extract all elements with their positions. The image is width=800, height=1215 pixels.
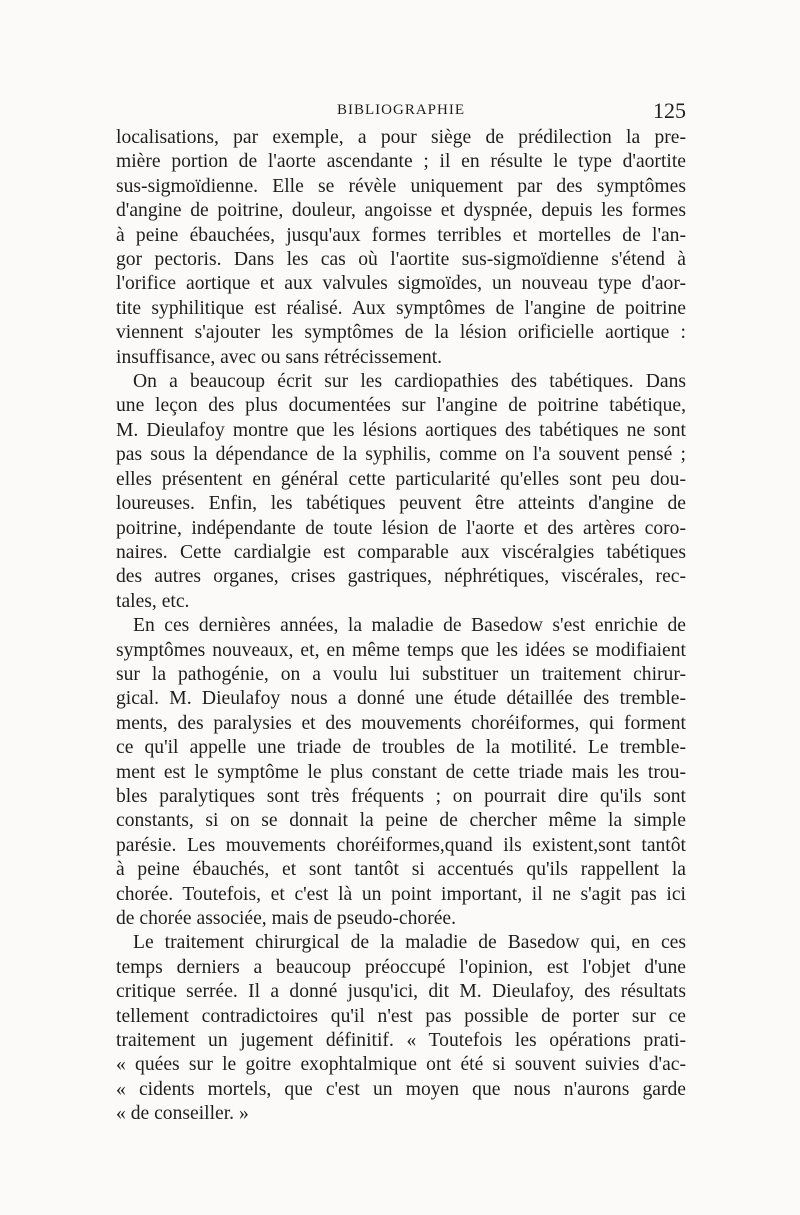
text-line: symptômes nouveaux, et, en même temps que les idées se modifiaient [116, 639, 686, 661]
paragraph [116, 614, 686, 931]
text-line: des autres organes, crises gastriques, néphrétiques, viscérales, rec- [116, 566, 686, 588]
text-line: poitrine, indépendante de toute lésion de l'aorte et des artères coro- [116, 517, 686, 539]
text-line: On a beaucoup écrit sur les cardiopathies des tabétiques. Dans [133, 371, 686, 393]
text-line: pas sous la dépendance de la syphilis, comme on l'a souvent pensé ; [116, 444, 686, 466]
text-line: « de conseiller. » [116, 1103, 249, 1125]
text-line: localisations, par exemple, a pour siège de prédilection la pre- [116, 127, 686, 148]
paragraph [116, 931, 686, 1126]
text-line: de chorée associée, mais de pseudo-chorée. [116, 908, 457, 929]
text-line: une leçon des plus documentées sur l'angine de poitrine tabétique, [116, 395, 686, 417]
text-line: insuffisance, avec ou sans rétrécissement. [116, 346, 443, 368]
text-line: temps derniers a beaucoup préoccupé l'opinion, est l'objet d'une [116, 956, 686, 978]
text-line: En ces dernières années, la maladie de Basedow s'est enrichie de [133, 615, 686, 637]
text-line: sur la pathogénie, on a voulu lui substituer un traitement chirur- [116, 663, 686, 685]
paragraph [116, 370, 686, 614]
text-line: « cidents mortels, que c'est un moyen que nous n'aurons garde [116, 1078, 686, 1100]
text-line: à peine ébauchées, jusqu'aux formes terribles et mortelles de l'an- [116, 224, 686, 246]
text-line: bles paralytiques sont très fréquents ; on pourrait dire qu'ils sont [116, 785, 686, 807]
text-line: l'orifice aortique et aux valvules sigmoïdes, un nouveau type d'aor- [116, 273, 686, 295]
text-line: viennent s'ajouter les symptômes de la lésion orificielle aortique : [116, 322, 686, 344]
text-line: M. Dieulafoy montre que les lésions aortiques des tabétiques ne sont [116, 419, 686, 441]
text-line: sus-sigmoïdienne. Elle se révèle uniquement par des symptômes [116, 175, 686, 197]
text-line: ments, des paralysies et des mouvements choréiformes, qui forment [116, 712, 686, 734]
text-line: à peine ébauchés, et sont tantôt si accentués qu'ils rappellent la [116, 859, 686, 881]
body-text [116, 126, 686, 1127]
text-line: critique serrée. Il a donné jusqu'ici, dit M. Dieulafoy, des résultats [116, 981, 686, 1003]
running-head [116, 100, 686, 126]
text-line: parésie. Les mouvements choréiformes,quand ils existent,sont tantôt [116, 834, 686, 856]
text-line: ment est le symptôme le plus constant de cette triade mais les trou- [116, 761, 686, 783]
text-line: gor pectoris. Dans les cas où l'aortite sus-sigmoïdienne s'étend à [116, 249, 686, 271]
text-line: constants, si on se donnait la peine de chercher même la simple [116, 810, 686, 832]
paragraph [116, 126, 686, 370]
text-line: traitement un jugement définitif. « Toutefois les opérations prati- [116, 1030, 686, 1052]
text-line: mière portion de l'aorte ascendante ; il en résulte le type d'aortite [116, 151, 686, 173]
text-line: d'angine de poitrine, douleur, angoisse et dyspnée, depuis les formes [116, 200, 686, 222]
text-line: chorée. Toutefois, et c'est là un point important, il ne s'agit pas ici [116, 883, 686, 905]
text-line: « quées sur le goitre exophtalmique ont été si souvent suivies d'ac- [116, 1054, 686, 1076]
text-line: tellement contradictoires qu'il n'est pas possible de porter sur ce [116, 1005, 686, 1027]
text-line: naires. Cette cardialgie est comparable aux viscéralgies tabétiques [116, 541, 686, 563]
text-line: Le traitement chirurgical de la maladie de Basedow qui, en ces [133, 932, 686, 954]
page-number: 125 [653, 98, 686, 123]
text-line: elles présentent en général cette particularité qu'elles sont peu dou- [116, 468, 686, 490]
text-line: loureuses. Enfin, les tabétiques peuvent être atteints d'angine de [116, 493, 686, 515]
text-line: tite syphilitique est réalisé. Aux symptômes de l'angine de poitrine [116, 297, 686, 319]
text-line: tales, etc. [116, 590, 190, 612]
text-line: gical. M. Dieulafoy nous a donné une étude détaillée des tremble- [116, 688, 686, 710]
text-line: ce qu'il appelle une triade de troubles de la motilité. Le tremble- [116, 737, 686, 759]
running-title: BIBLIOGRAPHIE [337, 102, 465, 118]
